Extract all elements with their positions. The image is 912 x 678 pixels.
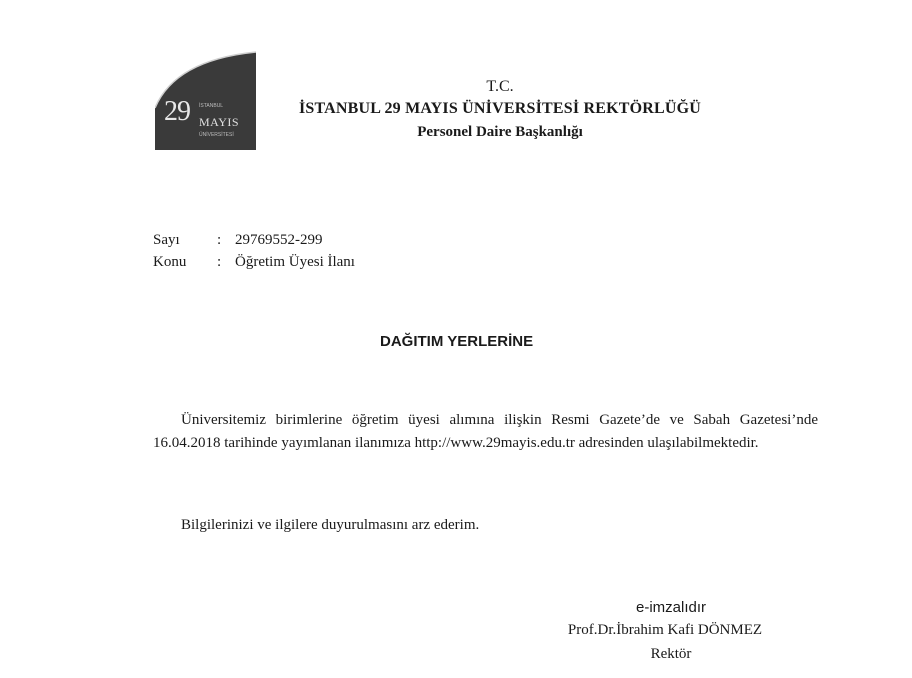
signature-title: Rektör (650, 646, 692, 662)
konu-colon: : (217, 254, 222, 270)
header-department: Personel Daire Başkanlığı (417, 124, 583, 140)
logo-word: MAYIS (199, 115, 240, 129)
university-logo (155, 46, 256, 150)
logo-tiny-bottom: ÜNİVERSİTESİ (199, 132, 234, 138)
logo-number: 29 (164, 96, 190, 127)
signature-name: Prof.Dr.İbrahim Kafi DÖNMEZ (567, 622, 763, 638)
logo-tiny-top: İSTANBUL (199, 103, 224, 109)
sayi-label: Sayı (153, 232, 180, 248)
body-paragraph-2: Bilgilerinizi ve ilgilere duyurulmasını arz ederim. (181, 517, 480, 533)
sayi-value: 29769552-299 (235, 232, 323, 248)
signature-esign: e-imzalıdır (635, 599, 706, 616)
sayi-colon: : (217, 232, 222, 248)
konu-value: Öğretim Üyesi İlanı (235, 254, 355, 270)
header-university: İSTANBUL 29 MAYIS ÜNİVERSİTESİ REKTÖRLÜĞÜ (298, 100, 702, 117)
header-tc: T.C. (486, 78, 514, 95)
konu-label: Konu (153, 254, 187, 270)
body-paragraph-1: Üniversitemiz birimlerine öğretim üyesi alımına ilişkin Resmi Gazete’de ve Sabah Gazetesi’nde 16.04.2018 tarihinde yayımlanan ilanımıza http://www.29mayis.edu.tr adresinden ulaşılabilmektedir. (153, 412, 818, 451)
distribution-heading: DAĞITIM YERLERİNE (380, 333, 534, 350)
